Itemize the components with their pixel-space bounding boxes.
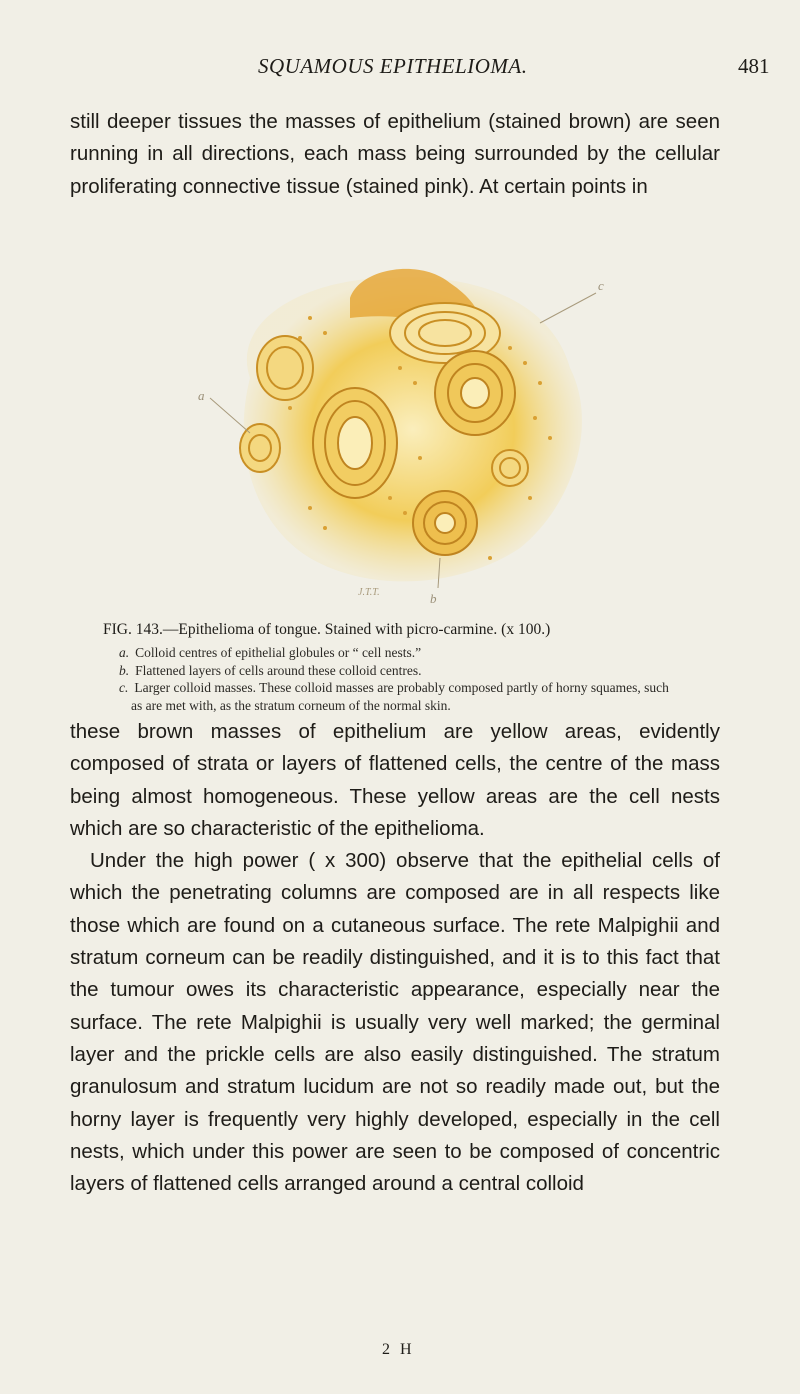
cell-nest-5 xyxy=(240,424,280,472)
cell-nest-3 xyxy=(435,351,515,435)
micrograph-drawing xyxy=(190,258,630,603)
cell-nest-6 xyxy=(413,491,477,555)
cell-nest-4 xyxy=(313,388,397,498)
legend-item: a. Colloid centres of epithelial globules or “ cell nests.” xyxy=(119,645,422,660)
running-title: SQUAMOUS EPITHELIOMA. xyxy=(258,54,528,78)
figure-caption xyxy=(103,620,683,714)
figure-label-b: b xyxy=(430,591,437,603)
cell-nest-7 xyxy=(492,450,528,486)
body-paragraph-1: these brown masses of epithelium are yellow areas, evidently composed of strata or layers of flattened cells, the centre of the mass being almost homogeneous. These yellow areas are the cell nests which are so characteristic of the epithelioma. xyxy=(70,720,720,840)
signature-mark: 2 H xyxy=(382,1341,415,1358)
caption-title: FIG. 143.—Epithelioma of tongue. Stained with picro-carmine. (x 100.) xyxy=(103,621,551,638)
body-text-main xyxy=(70,716,720,1200)
body-paragraph-intro: still deeper tissues the masses of epithelium (stained brown) are seen running in all directions, each mass being surrounded by the cellular proliferating connective tissue (stained pink). At certain points in xyxy=(70,110,720,198)
page-header xyxy=(0,50,800,90)
body-paragraph-2: Under the high power ( x 300) observe that the epithelial cells of which the penetrating columns are composed are in all respects like those which are found on a cutaneous surface. The rete Malpighii and stratum corneum can be readily distinguished, and it is to this fact that the tumour owes its characteristic appearance, especially near the surface. The rete Malpighii is usually very well marked; the germinal layer and the prickle cells are also easily distinguished. The stratum granulosum and stratum lucidum are not so readily made out, but the horny layer is frequently very highly developed, especially in the cell nests, which under this power are seen to be composed of concentric layers of flattened cells arranged around a central colloid xyxy=(70,849,720,1196)
artist-initials: J.T.T. xyxy=(358,587,380,598)
caption-legend xyxy=(103,644,683,714)
cell-nest-2 xyxy=(257,336,313,400)
figure-label-a: a xyxy=(198,388,205,403)
figure-label-c: c xyxy=(598,278,604,293)
page-number: 481 xyxy=(738,54,770,78)
figure-illustration xyxy=(190,258,630,603)
legend-item: b. Flattened layers of cells around these colloid centres. xyxy=(119,662,422,678)
legend-item: c. Larger colloid masses. These colloid masses are probably composed partly of horny squames, such as are met with, as the stratum corneum of the normal skin. xyxy=(119,680,669,713)
